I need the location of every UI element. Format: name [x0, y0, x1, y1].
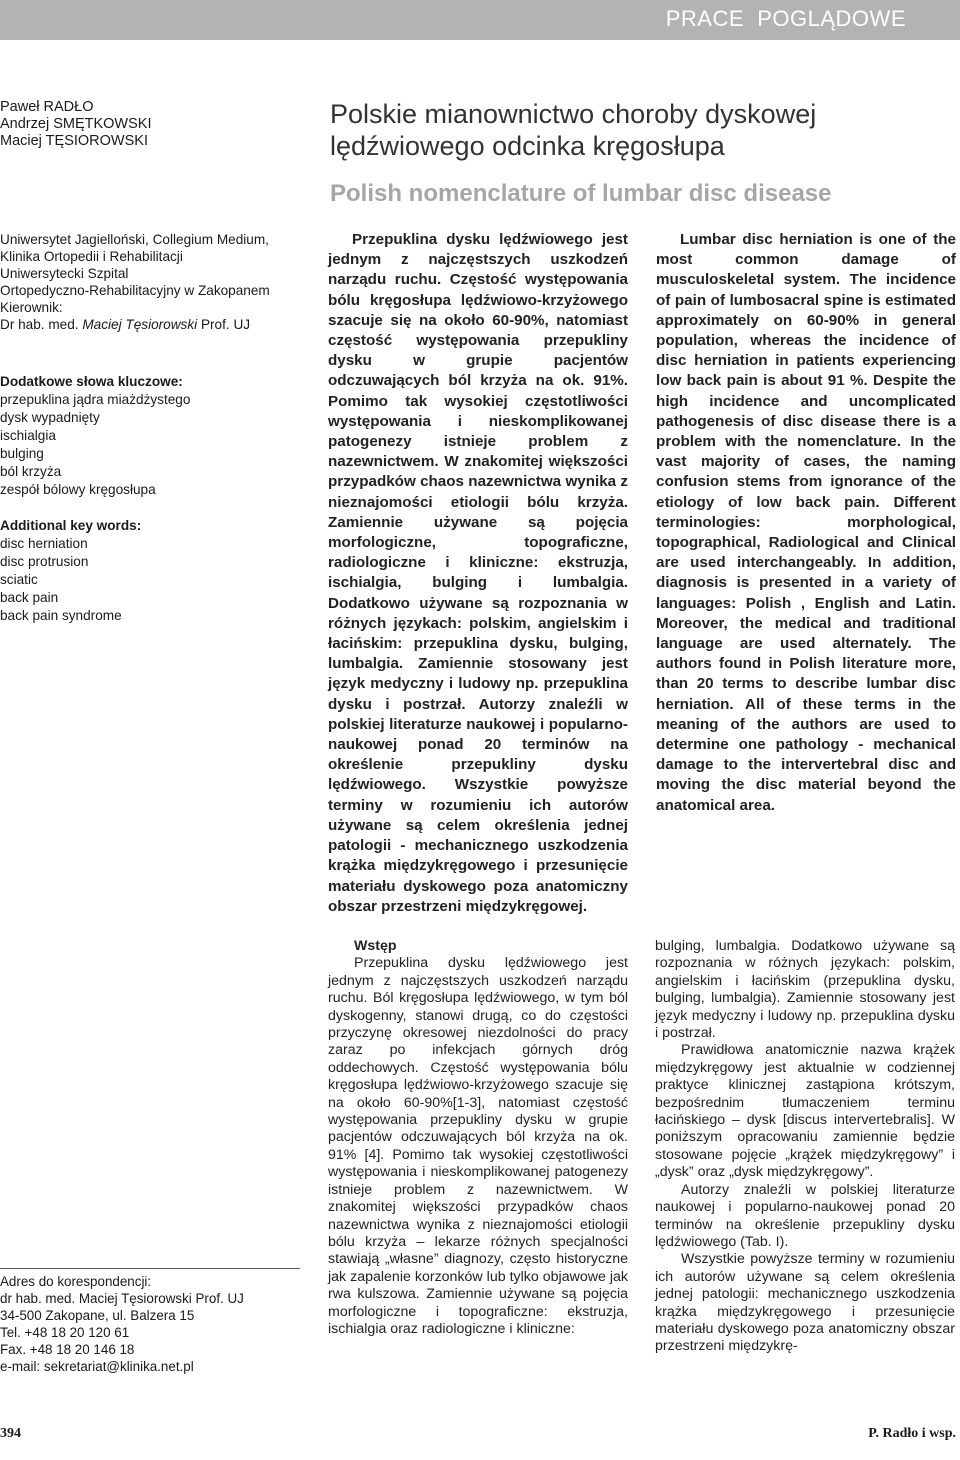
affiliation-line: Uniwersytet Jagielloński, Collegium Medium, — [0, 232, 269, 247]
keyword: zespół bólowy kręgosłupa — [0, 482, 156, 497]
paragraph: Prawidłowa anatomicznie nazwa krążek międzykręgowy jest aktualnie w codziennej praktyce klinicznej zastąpiona krótszym, bezpośrednim tłumaczeniem terminu łacińskiego – dysk [discus intervertebralis]. W poniższym opracowaniu zamiennie będzie stosowane pojęcie „krążek międzykręgowy” i „dysk” oraz „dysk międzykręgowy”. — [655, 1042, 955, 1181]
keyword: bulging — [0, 446, 44, 461]
keywords-heading: Additional key words: — [0, 518, 142, 533]
keyword: ból krzyża — [0, 464, 62, 479]
keywords-heading: Dodatkowe słowa kluczowe: — [0, 374, 183, 389]
author-name: Andrzej SMĘTKOWSKI — [0, 116, 152, 132]
author-name: Paweł RADŁO — [0, 99, 94, 115]
correspondence-email[interactable]: e-mail: sekretariat@klinika.net.pl — [0, 1359, 194, 1374]
abstract-english — [656, 230, 956, 816]
correspondence-divider — [0, 1268, 300, 1269]
correspondence-address — [0, 1273, 300, 1375]
affiliation-line: Uniwersytecki Szpital — [0, 266, 129, 281]
affiliation-line: Klinika Ortopedii i Rehabilitacji — [0, 249, 183, 264]
affiliation-line: Kierownik: — [0, 300, 63, 315]
running-head: P. Radło i wsp. — [868, 1426, 956, 1441]
section-heading: Wstęp — [354, 938, 397, 954]
keyword: dysk wypadnięty — [0, 410, 100, 425]
section-banner — [0, 0, 960, 40]
correspondence-line: Fax. +48 18 20 146 18 — [0, 1342, 135, 1357]
article-subtitle: Polish nomenclature of lumbar disc disease — [330, 180, 832, 207]
section-banner-label: PRACE POGLĄDOWE — [665, 6, 906, 31]
abstract-text: Przepuklina dysku lędźwiowego jest jednym z najczęstszych uszkodzeń narządu ruchu. Częstość występowania bólu kręgosłupa lędźwiowo-krzyżowego szacuje się na około 60-90%, natomiast częstość występowania przepukliny dysku w grupie pacjentów odczuwających ból krzyża na ok. 91%. Pomimo tak wysokiej częstotliwości występowania i nieskomplikowanej patogenezy istnieje problem z nazewnictwem. W znakomitej większości przypadków chaos nazewnictwa wynika z nieznajomości etiologii bólu krzyża. Zamiennie używane są pojęcia morfologiczne, topograficzne, radiologiczne i kliniczne: ekstruzja, ischialgia, bulging i lumbalgia. Dodatkowo używane są rozpoznania w różnych językach: polskim, angielskim i łacińskim: przepuklina dysku, bulging, lumbalgia. Zamiennie stosowany jest język medyczny i ludowy np. przepuklina dysku i postrzał. Autorzy znaleźli w polskiej literaturze naukowej i popularno-naukowej ponad 20 terminów na określenie przepukliny dysku lędźwiowego. Wszystkie powyższe terminy w rozumieniu ich autorów używane są celem określenia jednej patologii - mechanicznego uszkodzenia krążka międzykręgowego i przesunięcie materiału dyskowego poza anatomiczny obszar przestrzeni międzykręgowej. — [328, 231, 628, 915]
abstract-text: Lumbar disc herniation is one of the most common damage of musculoskeletal system. The incidence of pain of lumbosacral spine is estimated approximately on 60-90% in general population, whereas the incidence of disc herniation in patients experiencing low back pain is about 91 %. Despite the high incidence and uncomplicated pathogenesis of disc disease there is a problem with the nomenclature. In the vast majority of cases, the naming confusion stems from ignorance of the etiology of low back pain. Different terminologies: morphological, topographical, Radiological and Clinical are used interchangeably. In addition, diagnosis is presented in a variety of languages: Polish , English and Latin. Moreover, the medical and traditional language are used alternately. The authors found in Polish literature more, than 20 terms to describe lumbar disc herniation. All of these terms in the meaning of the authors are used to determine one pathology - mechanical damage to the intervertebral disc and moving the disc material beyond the anatomical area. — [656, 231, 956, 814]
keyword: disc protrusion — [0, 554, 89, 569]
keywords-polish — [0, 373, 300, 499]
paragraph: Przepuklina dysku lędźwiowego jest jednym z najczęstszych uszkodzeń narządu ruchu. Ból kręgosłupa lędźwiowego, w tym ból dyskogenny, stanowi drugą, co do częstości przyczynę okresowej niezdolności do pracy zaraz po infekcjach górnych dróg oddechowych. Częstość występowania bólu kręgosłupa lędźwiowo-krzyżowego szacuje się na około 60-90%[1-3], natomiast częstość występowania przepukliny dysku w grupie pacjentów odczuwających ból krzyża na ok. 91% [4]. Pomimo tak wysokiej częstotliwości występowania i nieskomplikowanej patogenezy istnieje problem z nazewnictwem. W znakomitej większości przypadków chaos nazewnictwa wynika z nieznajomości etiologii bólu krzyża – lekarze różnych specjalności stawiają „własne” diagnozy, często historyczne jak zapalenie korzonków lub tylko objawowe jak rwa kulszowa. Zamiennie używane są pojęcia morfologiczne i topograficzne: ekstruzja, ischialgia oraz radiologiczne i kliniczne: — [328, 955, 628, 1337]
keyword: sciatic — [0, 572, 38, 587]
correspondence-heading: Adres do korespondencji: — [0, 1274, 152, 1289]
affiliation — [0, 231, 310, 333]
head-suffix: Prof. UJ — [197, 317, 251, 332]
keywords-english — [0, 517, 300, 625]
article-title: Polskie mianownictwo choroby dyskowej lędźwiowego odcinka kręgosłupa — [330, 99, 817, 161]
head-prefix: Dr hab. med. — [0, 317, 83, 332]
keyword: back pain syndrome — [0, 608, 122, 623]
keyword: ischialgia — [0, 428, 56, 443]
keyword: back pain — [0, 590, 59, 605]
author-name: Maciej TĘSIOROWSKI — [0, 133, 148, 149]
affiliation-line: Ortopedyczno-Rehabilitacyjny w Zakopanem — [0, 283, 270, 298]
keyword: przepuklina jądra miażdżystego — [0, 392, 191, 407]
correspondence-line: Tel. +48 18 20 120 61 — [0, 1325, 130, 1340]
paragraph: Wszystkie powyższe terminy w rozumieniu ich autorów używane są celem określenia jednej patologii: mechanicznego uszkodzenia krążka międzykręgowego i przesunięcie materiału dyskowego poza anatomiczny obszar przestrzeni międzykrę- — [655, 1251, 955, 1355]
department-head — [0, 316, 310, 333]
page-number: 394 — [0, 1426, 21, 1441]
paragraph: Autorzy znaleźli w polskiej literaturze naukowej i popularno-naukowej ponad 20 terminów na określenie przepukliny dysku lędźwiowego (Tab. I). — [655, 1181, 955, 1250]
keyword: disc herniation — [0, 536, 88, 551]
author-list — [0, 99, 300, 150]
head-name: Maciej Tęsiorowski — [82, 317, 198, 332]
correspondence-line: 34-500 Zakopane, ul. Balzera 15 — [0, 1308, 195, 1323]
correspondence-line: dr hab. med. Maciej Tęsiorowski Prof. UJ — [0, 1291, 244, 1306]
paragraph: bulging, lumbalgia. Dodatkowo używane są rozpoznania w różnych językach: polskim, angielskim i łacińskim (przepuklina dysku, bulging, lumbalgia). Zamiennie stosowany jest język medyczny i ludowy np. przepuklina dysku i postrzał. — [655, 938, 955, 1042]
abstract-polish — [328, 230, 628, 917]
intro-column-right — [655, 938, 955, 1356]
intro-column-left — [328, 938, 628, 1338]
